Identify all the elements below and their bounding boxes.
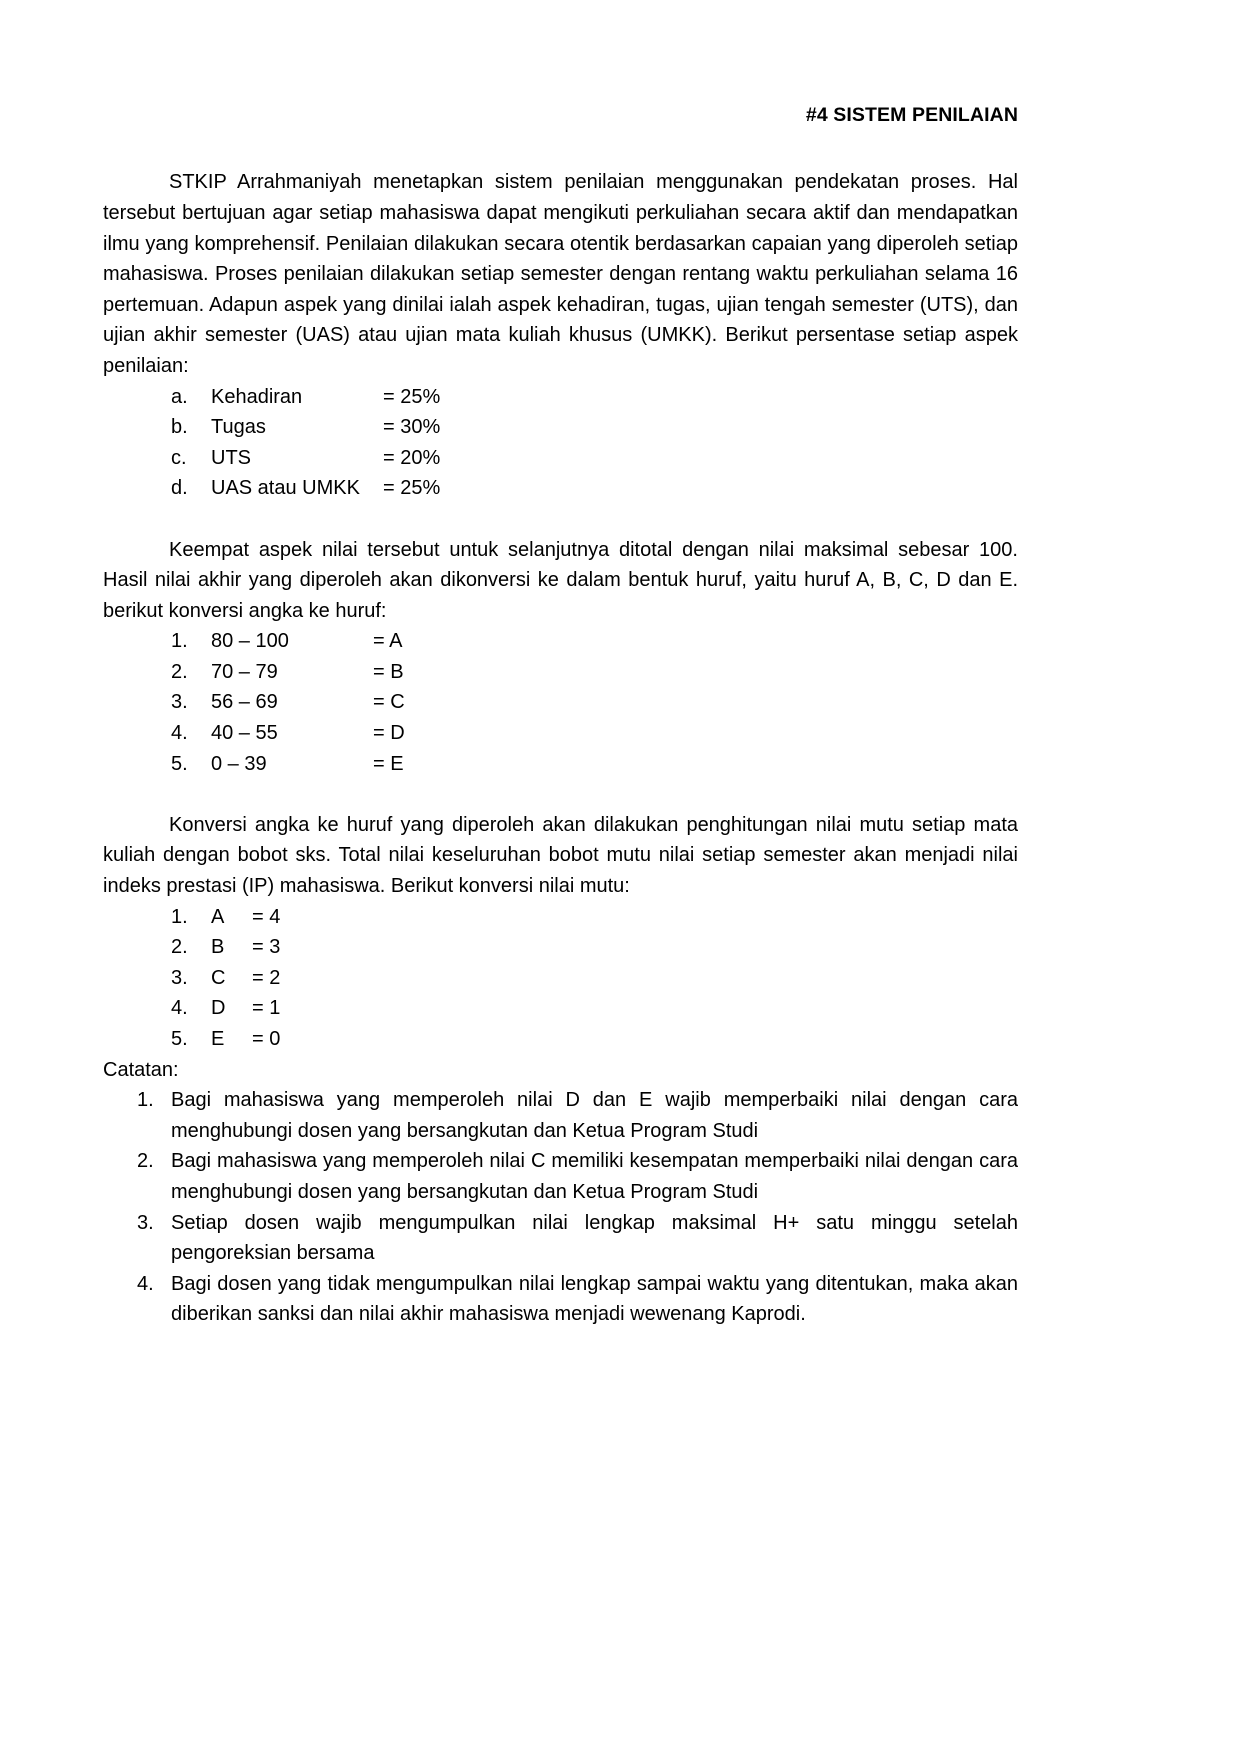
quality-value: = 1	[252, 997, 281, 1020]
note-text: Bagi mahasiswa yang memperoleh nilai C memiliki kesempatan memperbaiki nilai dengan cara menghubungi dosen yang bersangkutan dan Ketua Program Studi	[171, 1150, 1018, 1203]
quality-item	[103, 993, 1018, 1024]
paragraph-quality	[103, 810, 1018, 902]
aspect-label: UTS	[211, 446, 251, 469]
note-item	[103, 1146, 1018, 1207]
quality-marker: 1.	[171, 905, 188, 928]
score-item	[103, 749, 1018, 780]
score-item	[103, 657, 1018, 688]
aspect-item	[103, 412, 1018, 443]
score-marker: 4.	[171, 722, 188, 745]
score-label: 0 – 39	[211, 752, 267, 775]
notes-heading: Catatan:	[103, 1058, 179, 1081]
quality-label: C	[211, 966, 226, 989]
note-text: Setiap dosen wajib mengumpulkan nilai lengkap maksimal H+ satu minggu setelah pengoreksian bersama	[171, 1211, 1018, 1265]
paragraph-intro	[103, 167, 1018, 381]
score-marker: 2.	[171, 660, 188, 683]
aspect-label: UAS atau UMKK	[211, 477, 360, 500]
aspect-marker: c.	[171, 446, 187, 469]
document-content	[103, 0, 1018, 1330]
score-item	[103, 626, 1018, 657]
quality-item	[103, 902, 1018, 933]
aspect-marker: b.	[171, 416, 188, 439]
quality-label: B	[211, 936, 225, 959]
paragraph-intro-text: STKIP Arrahmaniyah menetapkan sistem penilaian menggunakan pendekatan proses. Hal tersebut bertujuan agar setiap mahasiswa dapat mengikuti perkuliahan secara aktif dan mendapatkan ilmu yang komprehensif. Penilaian dilakukan secara otentik berdasarkan capaian yang diperoleh setiap mahasiswa. Proses penilaian dilakukan setiap semester dengan rentang waktu perkuliahan selama 16 pertemuan. Adapun aspek yang dinilai ialah aspek kehadiran, tugas, ujian tengah semester (UTS), dan ujian akhir semester (UAS) atau ujian mata kuliah khusus (UMKK). Berikut persentase setiap aspek penilaian:	[103, 171, 1018, 377]
score-value: = D	[373, 722, 405, 745]
note-marker: 2.	[137, 1150, 154, 1173]
spacer	[103, 779, 1018, 810]
note-marker: 4.	[137, 1272, 154, 1295]
quality-value: = 3	[252, 936, 281, 959]
quality-label: A	[211, 905, 225, 928]
quality-label: D	[211, 997, 226, 1020]
aspect-marker: a.	[171, 385, 188, 408]
aspect-label: Tugas	[211, 416, 266, 439]
document-header-title: #4 SISTEM PENILAIAN	[805, 104, 1018, 126]
quality-marker: 5.	[171, 1028, 188, 1051]
quality-label: E	[211, 1028, 225, 1051]
aspect-item	[103, 473, 1018, 504]
note-marker: 1.	[137, 1089, 154, 1112]
note-item	[103, 1208, 1018, 1269]
aspect-value: = 20%	[383, 446, 441, 469]
note-marker: 3.	[137, 1211, 154, 1234]
score-value: = A	[373, 630, 403, 653]
score-value: = E	[373, 752, 404, 775]
score-label: 56 – 69	[211, 691, 278, 714]
quality-value: = 0	[252, 1028, 281, 1051]
score-marker: 1.	[171, 630, 188, 653]
quality-marker: 2.	[171, 936, 188, 959]
quality-item	[103, 963, 1018, 994]
note-item	[103, 1269, 1018, 1330]
note-text: Bagi mahasiswa yang memperoleh nilai D dan E wajib memperbaiki nilai dengan cara menghubungi dosen yang bersangkutan dan Ketua Program Studi	[171, 1089, 1018, 1142]
score-value: = C	[373, 691, 405, 714]
aspect-percentage-list	[103, 382, 1018, 504]
score-item	[103, 718, 1018, 749]
paragraph-conversion-text: Keempat aspek nilai tersebut untuk selanjutnya ditotal dengan nilai maksimal sebesar 100. Hasil nilai akhir yang diperoleh akan dikonversi ke dalam bentuk huruf, yaitu huruf A, B, C, D dan E. berikut konversi angka ke huruf:	[103, 538, 1018, 622]
score-to-letter-list	[103, 626, 1018, 779]
aspect-marker: d.	[171, 477, 188, 500]
aspect-value: = 25%	[383, 477, 441, 500]
letter-to-point-list	[103, 902, 1018, 1055]
paragraph-conversion	[103, 535, 1018, 627]
aspect-value: = 25%	[383, 385, 441, 408]
score-marker: 5.	[171, 752, 188, 775]
score-label: 40 – 55	[211, 722, 278, 745]
score-marker: 3.	[171, 691, 188, 714]
score-value: = B	[373, 660, 404, 683]
aspect-label: Kehadiran	[211, 385, 303, 408]
quality-marker: 4.	[171, 997, 188, 1020]
note-item	[103, 1085, 1018, 1146]
quality-marker: 3.	[171, 966, 188, 989]
quality-item	[103, 1024, 1018, 1055]
score-label: 70 – 79	[211, 660, 278, 683]
quality-value: = 2	[252, 966, 281, 989]
score-item	[103, 687, 1018, 718]
quality-item	[103, 932, 1018, 963]
aspect-value: = 30%	[383, 416, 441, 439]
aspect-item	[103, 382, 1018, 413]
score-label: 80 – 100	[211, 630, 289, 653]
spacer	[103, 504, 1018, 535]
paragraph-quality-text: Konversi angka ke huruf yang diperoleh akan dilakukan penghitungan nilai mutu setiap mata kuliah dengan bobot sks. Total nilai keseluruhan bobot mutu nilai setiap semester akan menjadi nilai indeks prestasi (IP) mahasiswa. Berikut konversi nilai mutu:	[103, 813, 1018, 898]
notes-list	[103, 1085, 1018, 1330]
aspect-item	[103, 443, 1018, 474]
quality-value: = 4	[252, 905, 281, 928]
note-text: Bagi dosen yang tidak mengumpulkan nilai lengkap sampai waktu yang ditentukan, maka akan diberikan sanksi dan nilai akhir mahasiswa menjadi wewenang Kaprodi.	[171, 1272, 1018, 1326]
